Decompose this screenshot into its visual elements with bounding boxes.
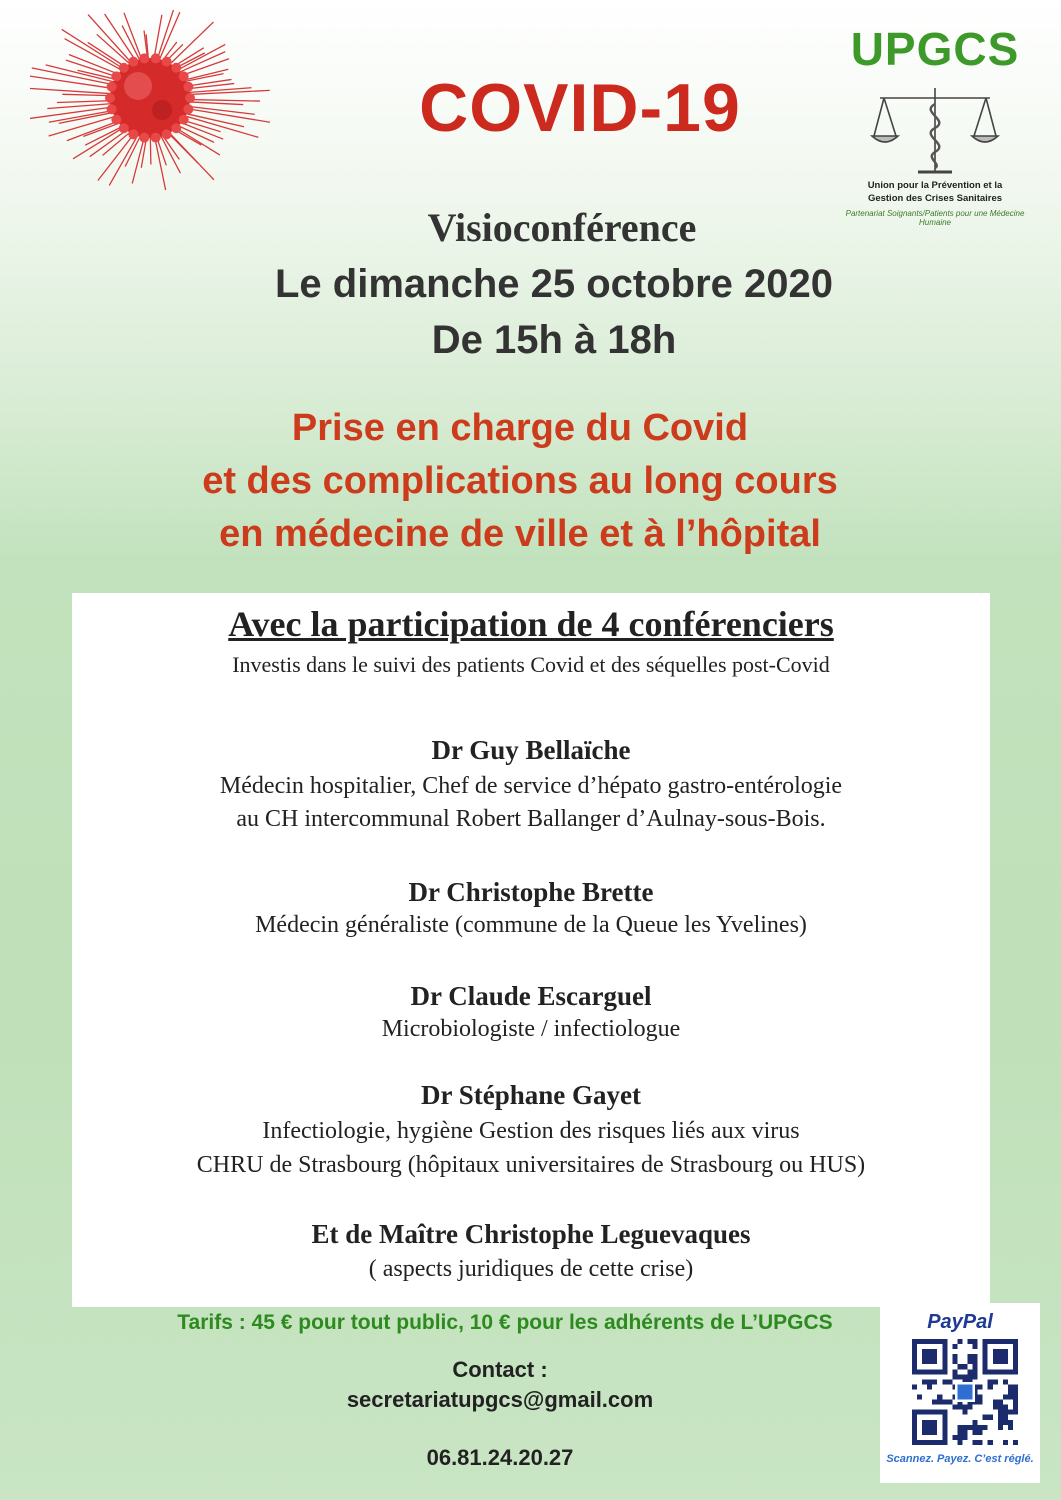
logo-line-2: Gestion des Crises Sanitaires — [867, 193, 1003, 204]
paypal-qr-block[interactable] — [880, 1303, 1040, 1483]
event-format: Visioconférence — [427, 205, 697, 250]
pricing-text: Tarifs : 45 € pour tout public, 10 € pour les adhérents de L’UPGCS — [177, 1311, 833, 1334]
topic-line-1: Prise en charge du Covid — [291, 407, 749, 449]
speaker-desc: CHRU de Strasbourg (hôpitaux universitaires de Strasbourg ou HUS) — [196, 1152, 866, 1178]
speaker-name: Dr Stéphane Gayet — [421, 1080, 641, 1110]
speaker-desc: ( aspects juridiques de cette crise) — [368, 1256, 694, 1282]
qr-code-icon — [912, 1339, 1018, 1445]
speaker-name: Dr Claude Escarguel — [410, 981, 652, 1011]
event-date: Le dimanche 25 octobre 2020 — [274, 262, 833, 306]
speaker-name: Dr Guy Bellaïche — [431, 735, 631, 765]
contact-email[interactable]: secretariatupgcs@gmail.com — [346, 1387, 654, 1412]
speakers-panel — [72, 593, 990, 1307]
topic-line-3: en médecine de ville et à l’hôpital — [219, 513, 821, 555]
speaker-desc: Médecin généraliste (commune de la Queue les Yvelines) — [255, 912, 807, 938]
contact-label: Contact : — [452, 1357, 548, 1382]
speaker-name: Dr Christophe Brette — [408, 877, 654, 907]
topic-line-2: et des complications au long cours — [202, 460, 838, 502]
speaker-desc: Infectiologie, hygiène Gestion des risques liés aux virus — [262, 1118, 800, 1144]
paypal-label: PayPal — [927, 1311, 993, 1333]
panel-subheading: Investis dans le suivi des patients Covid et des séquelles post-Covid — [232, 652, 830, 677]
paypal-tagline: Scannez. Payez. C’est réglé. — [886, 1453, 1034, 1465]
speaker-desc: Microbiologiste / infectiologue — [381, 1016, 681, 1042]
scales-of-justice-icon — [870, 84, 1000, 176]
speaker-desc: Médecin hospitalier, Chef de service d’hépato gastro-entérologie — [219, 773, 843, 799]
logo-tagline: Partenariat Soignants/Patients pour une Médecine Humaine — [845, 209, 1025, 227]
speaker-name: Et de Maître Christophe Leguevaques — [311, 1219, 751, 1249]
panel-heading: Avec la participation de 4 conférenciers — [228, 604, 834, 644]
logo-line-1: Union pour la Prévention et la — [867, 180, 1003, 191]
upgcs-logo — [840, 22, 1050, 227]
page-title: COVID-19 — [419, 70, 741, 146]
logo-name: UPGCS — [850, 23, 1020, 75]
virus-illustration — [30, 10, 270, 190]
event-hours: De 15h à 18h — [431, 318, 677, 362]
speaker-desc: au CH intercommunal Robert Ballanger d’Aulnay-sous-Bois. — [236, 806, 826, 832]
contact-phone: 06.81.24.20.27 — [426, 1445, 574, 1470]
